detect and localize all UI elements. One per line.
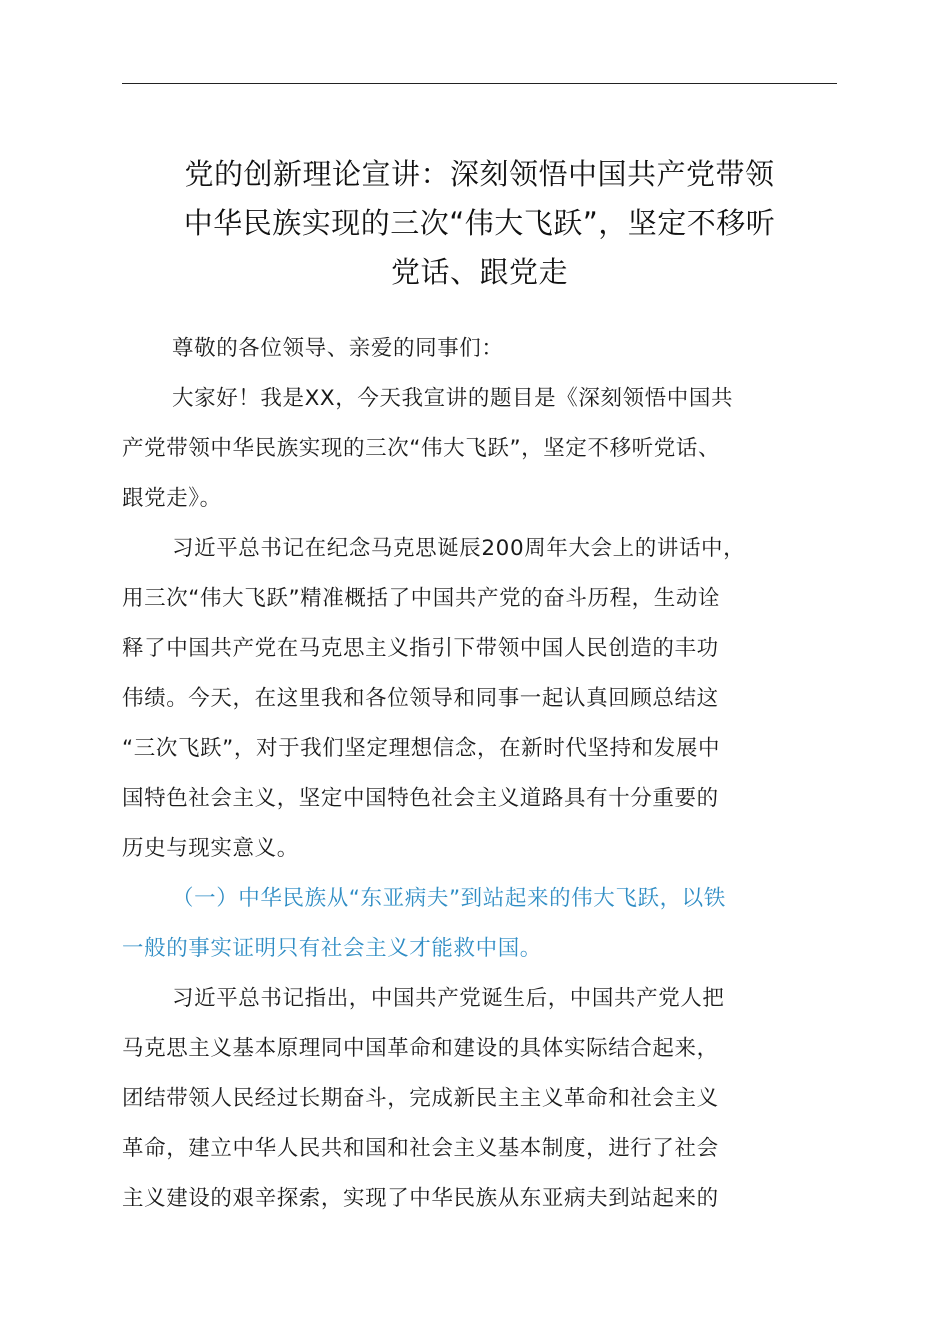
paragraph-2-line-3: 团结带领人民经过长期奋斗，完成新民主主义革命和社会主义 — [122, 1086, 719, 1111]
paragraph-2-line-5: 主义建设的艰辛探索，实现了中华民族从东亚病夫到站起来的 — [122, 1186, 719, 1211]
paragraph-1-line-1: 习近平总书记在纪念马克思诞辰200周年大会上的讲话中， — [172, 536, 746, 561]
document-body — [122, 324, 840, 1224]
paragraph-2-line-4: 革命，建立中华人民共和国和社会主义基本制度，进行了社会 — [122, 1136, 719, 1161]
section-heading-line-2: 一般的事实证明只有社会主义才能救中国。 — [122, 936, 542, 961]
intro-line-1: 大家好！我是XX，今天我宣讲的题目是《深刻领悟中国共 — [172, 386, 734, 411]
header-rule — [122, 83, 837, 84]
title-line-3: 党话、跟党走 — [390, 255, 568, 289]
paragraph-2-line-1: 习近平总书记指出，中国共产党诞生后，中国共产党人把 — [172, 986, 725, 1011]
paragraph-1-line-5: “三次飞跃”，对于我们坚定理想信念，在新时代坚持和发展中 — [122, 736, 721, 761]
document-title — [122, 150, 837, 297]
title-line-1: 党的创新理论宣讲：深刻领悟中国共产党带领 — [184, 157, 775, 191]
intro-line-3: 跟党走》。 — [122, 486, 222, 511]
paragraph-2-line-2: 马克思主义基本原理同中国革命和建设的具体实际结合起来， — [122, 1036, 719, 1061]
title-line-2: 中华民族实现的三次“伟大飞跃”，坚定不移听 — [183, 206, 776, 240]
intro-line-2: 产党带领中华民族实现的三次“伟大飞跃”，坚定不移听党话、 — [122, 436, 721, 461]
paragraph-1-line-6: 国特色社会主义，坚定中国特色社会主义道路具有十分重要的 — [122, 786, 719, 811]
paragraph-1-line-3: 释了中国共产党在马克思主义指引下带领中国人民创造的丰功 — [122, 636, 719, 661]
paragraph-1-line-4: 伟绩。今天，在这里我和各位领导和同事一起认真回顾总结这 — [122, 686, 719, 711]
section-heading-line-1: （一）中华民族从“东亚病夫”到站起来的伟大飞跃，以铁 — [172, 886, 726, 911]
paragraph-1-line-7: 历史与现实意义。 — [122, 836, 299, 861]
salutation-line: 尊敬的各位领导、亲爱的同事们： — [172, 336, 504, 361]
paragraph-1-line-2: 用三次“伟大飞跃”精准概括了中国共产党的奋斗历程，生动诠 — [122, 586, 721, 611]
